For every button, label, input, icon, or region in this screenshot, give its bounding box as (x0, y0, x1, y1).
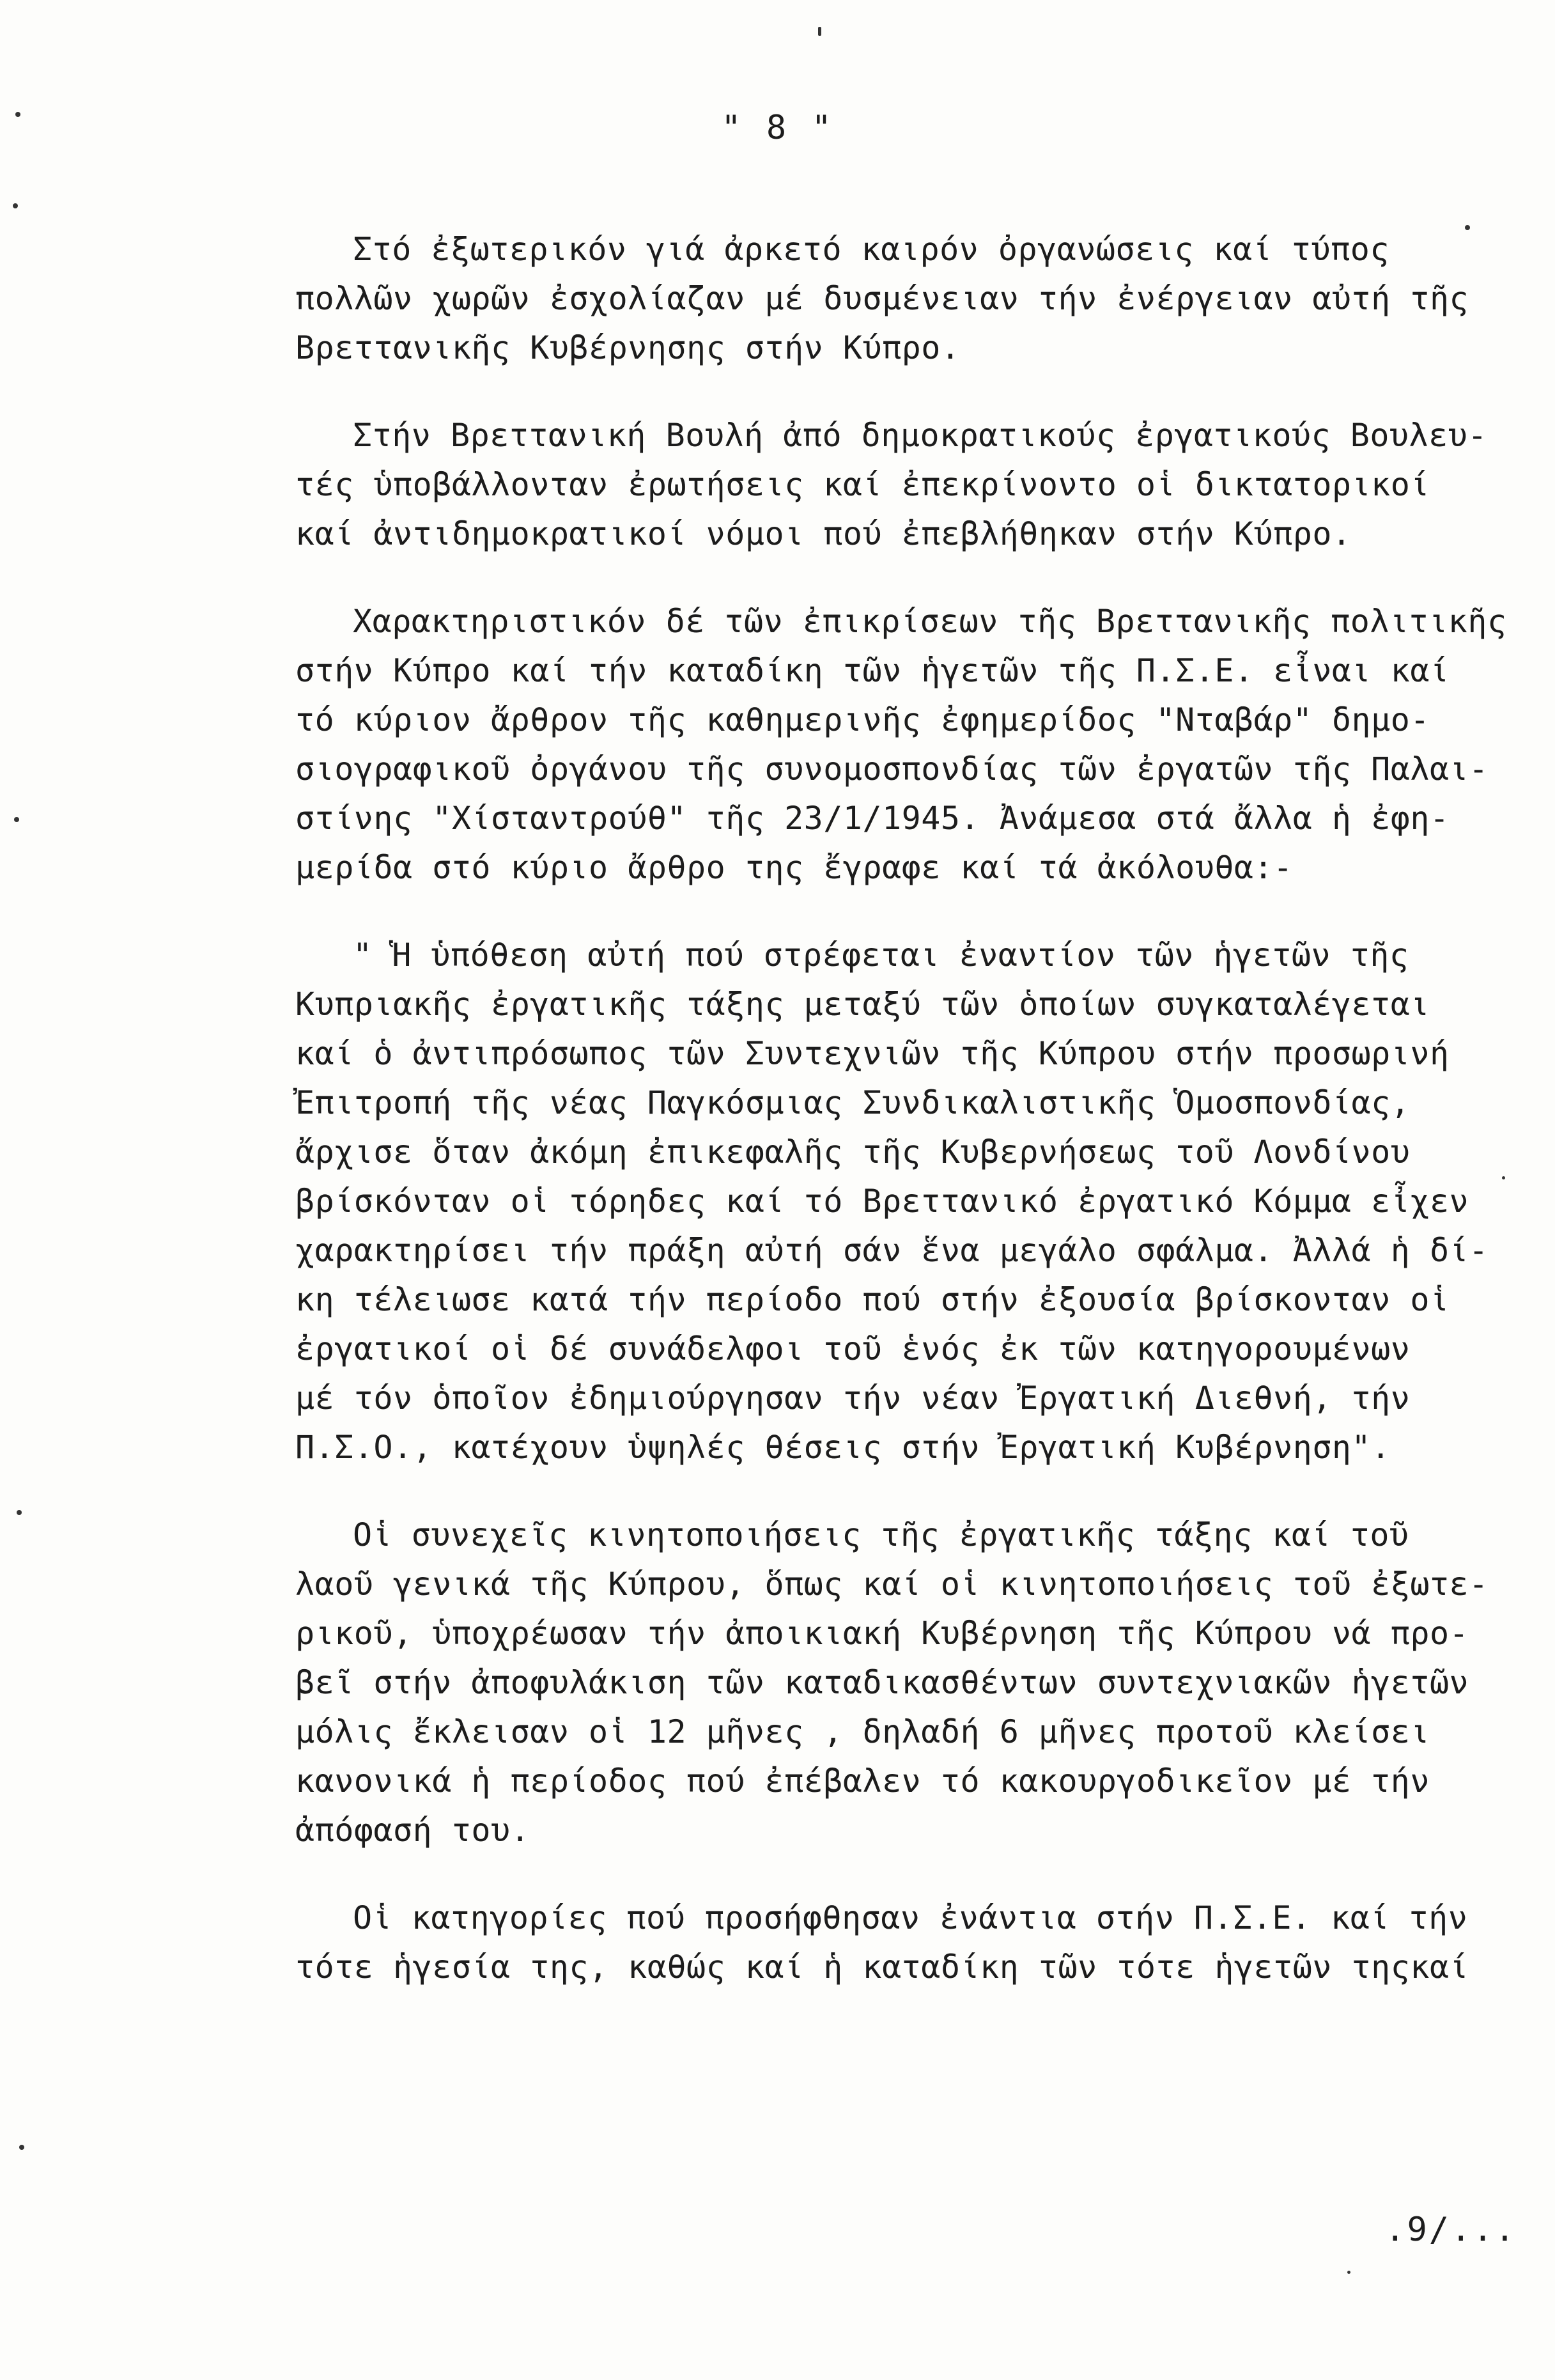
text-line: Στό ἐξωτερικόν γιά ἀρκετό καιρόν ὀργανώσεις καί τύπος (353, 231, 1389, 268)
paragraph-4-quote (295, 931, 1510, 1472)
text-line: μερίδα στό κύριο ἄρθρο της ἔγραφε καί τά ἀκόλουθα:- (295, 849, 1293, 886)
text-line: καί ἀντιδημοκρατικοί νόμοι πού ἐπεβλήθηκαν στήν Κύπρο. (295, 515, 1352, 552)
text-line: βεῖ στήν ἀποφυλάκιση τῶν καταδικασθέντων συντεχνιακῶν ἡγετῶν (295, 1664, 1469, 1701)
text-line: κανονικά ἡ περίοδος πού ἐπέβαλεν τό κακουργοδικεῖον μέ τήν (295, 1762, 1430, 1800)
text-line: σιογραφικοῦ ὀργάνου τῆς συνομοσπονδίας τῶν ἐργατῶν τῆς Παλαι- (295, 751, 1489, 788)
text-line: " Ἡ ὑπόθεση αὐτή πού στρέφεται ἐναντίον τῶν ἡγετῶν τῆς (353, 937, 1409, 974)
text-line: λαοῦ γενικά τῆς Κύπρου, ὅπως καί οἱ κινητοποιήσεις τοῦ ἐξωτε- (295, 1566, 1489, 1603)
scan-speck (1465, 225, 1470, 230)
text-line: Ἐπιτροπή τῆς νέας Παγκόσμιας Συνδικαλιστικῆς Ὁμοσπονδίας, (295, 1084, 1411, 1121)
text-line: ρικοῦ, ὑποχρέωσαν τήν ἀποικιακή Κυβέρνηση τῆς Κύπρου νά προ- (295, 1615, 1469, 1652)
scan-speck (13, 203, 18, 208)
paragraph-6 (295, 1894, 1510, 1992)
text-line: στήν Κύπρο καί τήν καταδίκη τῶν ἡγετῶν τῆς Π.Σ.Ε. εἶναι καί (295, 652, 1450, 689)
text-line: ἐργατικοί οἱ δέ συνάδελφοι τοῦ ἑνός ἐκ τῶν κατηγορουμένων (295, 1330, 1411, 1367)
text-line: πολλῶν χωρῶν ἐσχολίαζαν μέ δυσμένειαν τήν ἐνέργειαν αὐτή τῆς (295, 280, 1469, 317)
text-line: Οἱ κατηγορίες πού προσήφθησαν ἐνάντια στήν Π.Σ.Ε. καί τήν (353, 1899, 1468, 1936)
text-line: Οἱ συνεχεῖς κινητοποιήσεις τῆς ἐργατικῆς τάξης καί τοῦ (353, 1516, 1409, 1553)
page-number: " 8 " (721, 109, 834, 147)
text-line: στίνης "Χίσταντρούθ" τῆς 23/1/1945. Ἀνάμεσα στά ἄλλα ἡ ἐφη- (295, 800, 1450, 837)
scan-speck (15, 112, 20, 117)
text-line: καί ὁ ἀντιπρόσωπος τῶν Συντεχνιῶν τῆς Κύπρου στήν προσωρινή (295, 1035, 1450, 1072)
scan-speck (14, 817, 19, 822)
paragraph-2 (295, 411, 1510, 559)
text-line: τές ὑποβάλλονταν ἐρωτήσεις καί ἐπεκρίνοντο οἱ δικτατορικοί (295, 466, 1430, 503)
scan-speck (19, 2145, 24, 2150)
text-line: μόλις ἔκλεισαν οἱ 12 μῆνες , δηλαδή 6 μῆνες προτοῦ κλείσει (295, 1713, 1430, 1750)
text-line: ἀπόφασή του. (295, 1812, 530, 1849)
text-line: βρίσκόνταν οἱ τόρηδες καί τό Βρεττανικό ἐργατικό Κόμμα εἶχεν (295, 1183, 1469, 1220)
body-text (295, 225, 1510, 1992)
continuation-marker: .9/... (1385, 2211, 1517, 2249)
scan-speck (1502, 1176, 1505, 1179)
text-line: ἄρχισε ὅταν ἀκόμη ἐπικεφαλῆς τῆς Κυβερνήσεως τοῦ Λονδίνου (295, 1133, 1411, 1171)
scan-speck (818, 27, 821, 36)
scan-speck (17, 1510, 22, 1515)
text-line: Π.Σ.Ο., κατέχουν ὑψηλές θέσεις στήν Ἐργατική Κυβέρνηση". (295, 1429, 1391, 1466)
text-line: Κυπριακῆς ἐργατικῆς τάξης μεταξύ τῶν ὁποίων συγκαταλέγεται (295, 986, 1430, 1023)
text-line: τό κύριον ἄρθρον τῆς καθημερινῆς ἐφημερίδος "Νταβάρ" δημο- (295, 701, 1430, 738)
text-line: χαρακτηρίσει τήν πράξη αὐτή σάν ἕνα μεγάλο σφάλμα. Ἀλλά ἡ δί- (295, 1232, 1489, 1269)
text-line: μέ τόν ὁποῖον ἐδημιούργησαν τήν νέαν Ἐργατική Διεθνή, τήν (295, 1380, 1411, 1417)
text-line: τότε ἡγεσία της, καθώς καί ἡ καταδίκη τῶν τότε ἡγετῶν τηςκαί (295, 1948, 1469, 1986)
text-line: Βρεττανικῆς Κυβέρνησης στήν Κύπρο. (295, 329, 961, 366)
paragraph-5 (295, 1511, 1510, 1855)
text-line: Χαρακτηριστικόν δέ τῶν ἐπικρίσεων τῆς Βρεττανικῆς πολιτικῆς (353, 603, 1507, 640)
paragraph-3 (295, 597, 1510, 892)
text-line: Στήν Βρεττανική Βουλή ἀπό δημοκρατικούς ἐργατικούς Βουλευ- (353, 417, 1487, 454)
scan-speck (1347, 2271, 1350, 2274)
text-line: κη τέλειωσε κατά τήν περίοδο πού στήν ἐξουσία βρίσκονταν οἱ (295, 1281, 1450, 1318)
paragraph-1 (295, 225, 1510, 373)
